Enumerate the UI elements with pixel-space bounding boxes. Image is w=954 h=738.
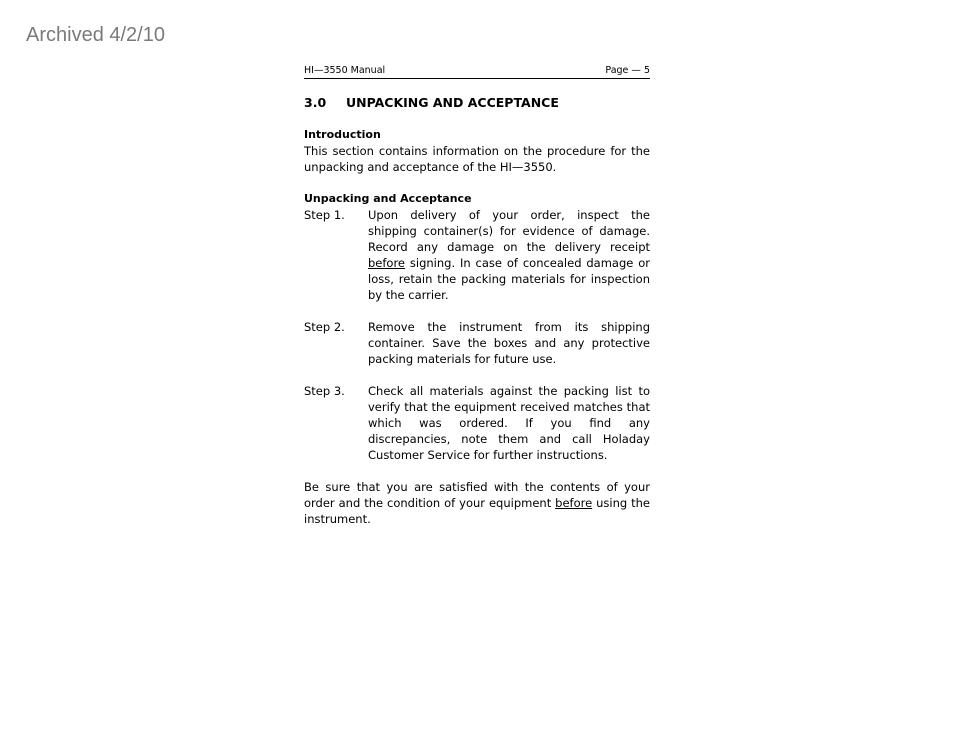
step-text-part: Upon delivery of your order, inspect the shipping container(s) for evidence of damage. Record any damage on the delivery receipt	[368, 208, 650, 254]
step-text-part: signing. In case of concealed damage or loss, retain the packing materials for inspection by the carrier.	[368, 256, 650, 302]
archived-watermark: Archived 4/2/10	[26, 24, 165, 46]
introduction-heading: Introduction	[304, 128, 381, 141]
closing-text-part: Be sure that you are satisfied with the contents of your order and the condition of your equipment	[304, 480, 650, 510]
page-number: Page — 5	[605, 65, 650, 76]
step-label: Step 1.	[304, 208, 345, 222]
closing-paragraph	[304, 479, 650, 527]
step-text: Remove the instrument from its shipping container. Save the boxes and any protective packing materials for future use.	[368, 320, 650, 366]
unpacking-heading: Unpacking and Acceptance	[304, 192, 472, 205]
section-number: 3.0	[304, 95, 327, 110]
closing-text-part: using the instrument.	[304, 496, 651, 526]
step-1	[304, 207, 650, 303]
page-header	[304, 64, 650, 79]
step-text	[368, 207, 650, 303]
step-text: Check all materials against the packing list to verify that the equipment received matches that which was ordered. If you find any discrepancies, note them and call Holaday Customer Service for further instructions.	[368, 384, 650, 462]
introduction-text: This section contains information on the procedure for the unpacking and acceptance of the HI—3550.	[304, 144, 650, 174]
underlined-word: before	[368, 256, 406, 270]
step-3	[304, 383, 650, 463]
manual-title: HI—3550 Manual	[304, 65, 386, 76]
step-2	[304, 319, 650, 367]
step-label: Step 2.	[304, 320, 345, 334]
manual-page	[304, 64, 650, 527]
section-title: UNPACKING AND ACCEPTANCE	[346, 95, 559, 110]
section-heading	[304, 95, 650, 111]
step-label: Step 3.	[304, 384, 345, 398]
underlined-word: before	[555, 496, 593, 510]
